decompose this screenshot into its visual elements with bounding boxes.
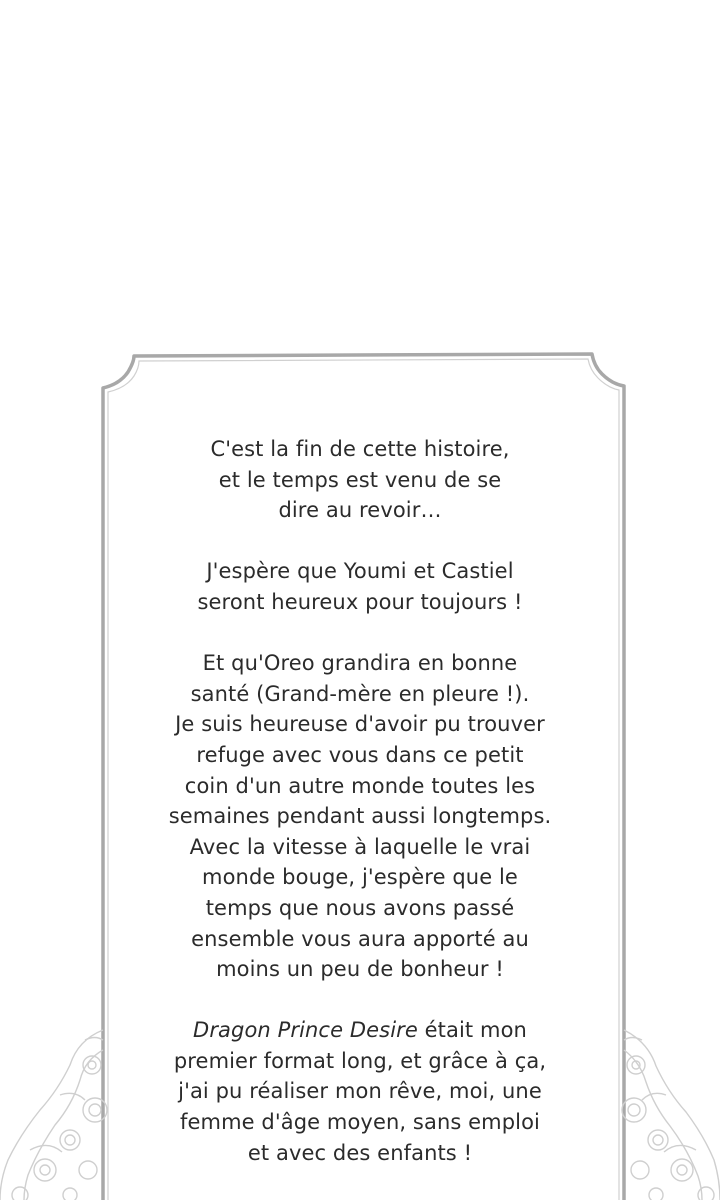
text-fragment: était mon [417, 1018, 527, 1043]
paragraph-4 [130, 1015, 590, 1168]
text-line: premier format long, et grâce à ça, [173, 1048, 547, 1073]
text-line: moins un peu de bonheur ! [216, 957, 504, 982]
text-line: J'espère que Youmi et Castiel [206, 559, 514, 584]
paragraph-2 [130, 556, 590, 617]
farewell-message [130, 434, 590, 1168]
lace-ornament-right [622, 1030, 720, 1200]
text-line: j'ai pu réaliser mon rêve, moi, une [178, 1079, 542, 1104]
text-line: dire au revoir… [278, 498, 442, 523]
text-line: coin d'un autre monde toutes les [184, 773, 536, 798]
text-line: Je suis heureuse d'avoir pu trouver [175, 712, 545, 737]
text-line: Avec la vitesse à laquelle le vrai [189, 834, 531, 859]
text-line: refuge avec vous dans ce petit [196, 742, 524, 767]
text-line: et avec des enfants ! [247, 1140, 473, 1165]
text-line [130, 1015, 590, 1046]
lace-ornament-left [0, 1030, 107, 1200]
paragraph-3 [130, 648, 590, 985]
text-line: Et qu'Oreo grandira en bonne [202, 651, 518, 676]
text-line: santé (Grand-mère en pleure !). [190, 681, 530, 706]
text-line: femme d'âge moyen, sans emploi [180, 1110, 540, 1135]
text-line: C'est la fin de cette histoire, [210, 437, 510, 461]
text-line: ensemble vous aura apporté au [191, 926, 529, 951]
text-line: semaines pendant aussi longtemps. [168, 804, 552, 829]
work-title: Dragon Prince Desire [193, 1018, 418, 1043]
text-line: temps que nous avons passé [205, 895, 515, 920]
text-line: monde bouge, j'espère que le [202, 865, 518, 890]
paragraph-1 [130, 434, 590, 526]
text-line: et le temps est venu de se [218, 467, 502, 492]
text-line: seront heureux pour toujours ! [197, 589, 523, 614]
